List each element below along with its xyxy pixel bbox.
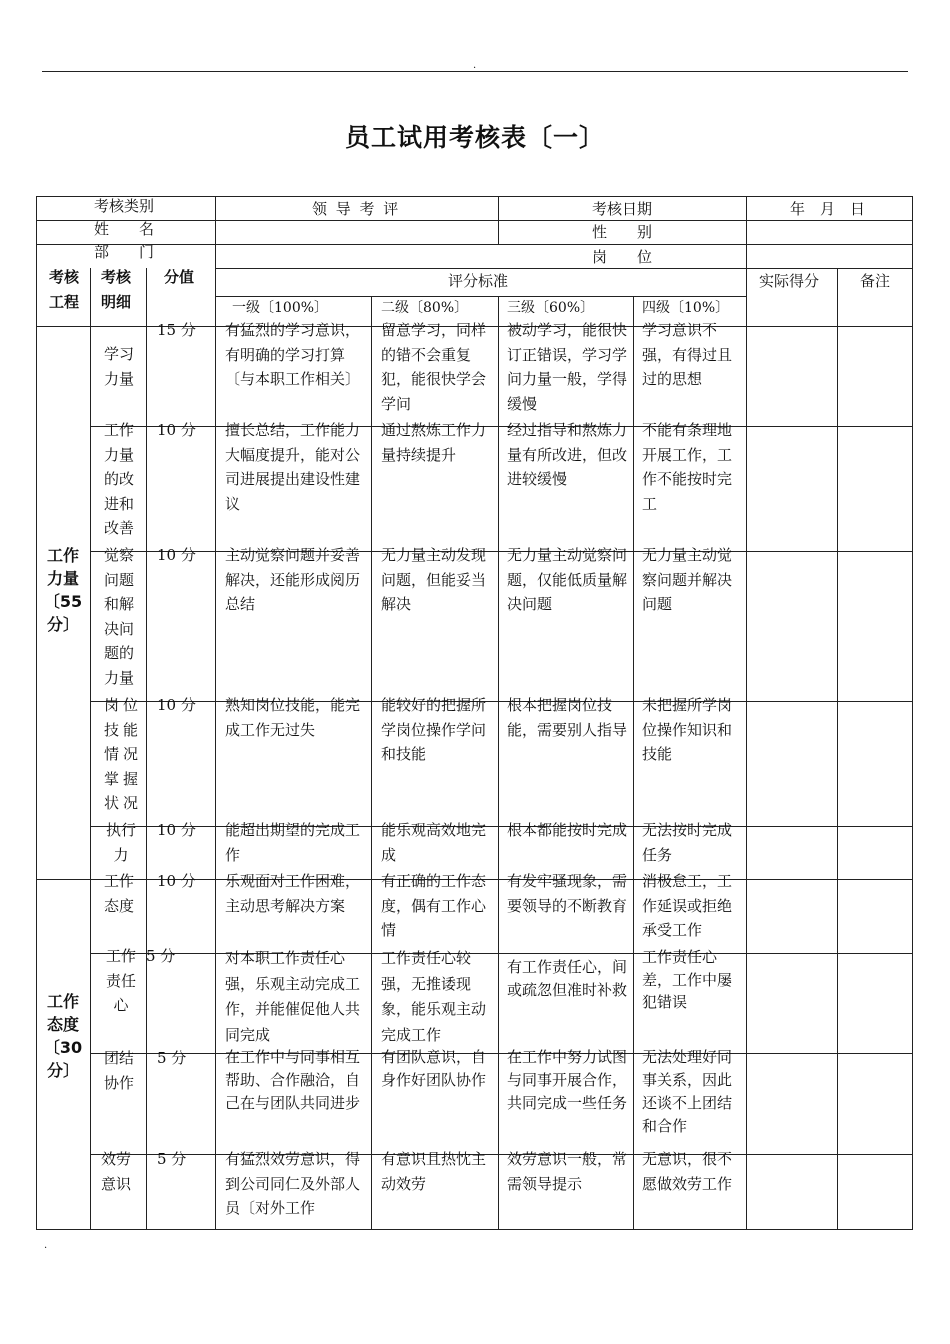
row-line [90,953,913,954]
criteria-level-3: 无力量主动觉察问题，仅能低质量解决问题 [507,546,628,613]
item-score: 15 分 [157,321,196,339]
row-line [90,701,913,702]
criteria-level-3: 在工作中努力试图与同事开展合作，共同完成一些任务 [507,1048,628,1112]
position-label: 岗 位 [592,248,653,266]
bottom-mark: . [44,1240,48,1251]
dept-label: 部 门 [94,243,155,261]
criteria-level-3: 有工作责任心，间或疏忽但准时补救 [507,958,628,999]
criteria-level-4: 无意识，很不愿做效劳工作 [642,1150,733,1193]
item-detail: 团结协作 [104,1049,135,1092]
criteria-level-4: 消极怠工，工作延误或拒绝承受工作 [642,872,733,939]
row-line [90,826,913,827]
item-score: 10 分 [157,821,196,839]
row-line [36,244,913,245]
criteria-level-4: 工作责任心差，工作中屡犯错误 [642,948,733,1011]
item-score: 10 分 [157,872,196,890]
item-score: 5 分 [157,1049,187,1067]
criteria-level-1: 有猛烈效劳意识，得到公司同仁及外部人员〔对外工作 [225,1150,361,1217]
col-line [498,196,499,244]
row-line [90,1053,913,1054]
col-line [215,196,216,1230]
criteria-level-2: 能乐观高效地完成 [381,821,487,864]
criteria-level-1: 熟知岗位技能，能完成工作无过失 [225,696,361,739]
gender-label: 性 别 [592,223,653,241]
table-border-left [36,196,37,1230]
criteria-level-2: 有正确的工作态度，偶有工作心情 [381,872,487,939]
criteria-level-4: 无力量主动觉察问题并解决问题 [642,546,733,613]
criteria-level-3: 经过指导和熬炼力量有所改进，但改进较缓慢 [507,421,628,488]
col-line [498,296,499,1230]
row-line [90,326,913,327]
row-line [36,326,90,327]
row-line [36,220,913,221]
item-score: 5 分 [157,1150,187,1168]
item-detail: 效劳意识 [101,1150,132,1193]
actual-score-header: 实际得分 [759,272,820,290]
criteria-level-4: 不能有条理地开展工作，工作不能按时完工 [642,421,733,513]
criteria-level-2: 能较好的把握所学岗位操作学问和技能 [381,696,487,763]
criteria-level-2: 有团队意识，自身作好团队协作 [381,1048,487,1089]
criteria-level-4: 无法按时完成任务 [642,821,733,864]
header-rule [42,71,908,72]
item-detail: 觉察问题和解决问题的力量 [104,546,135,687]
table-border-right [912,196,913,1230]
col-line [837,268,838,1230]
item-score: 10 分 [157,421,196,439]
page-title: 员工试用考核表〔一〕 [344,123,605,152]
col-line [90,268,91,1230]
col-project-header: 考核工程 [48,268,79,311]
item-score: 10 分 [157,546,196,564]
level-2-header: 二级〔80%〕 [381,300,469,316]
level-1-header: 一级〔100%〕 [232,300,329,316]
item-detail: 工作责任心 [105,947,136,1014]
criteria-level-1: 擅长总结，工作能力大幅度提升，能对公司进展提出建设性建议 [225,421,361,513]
table-border-top [36,196,913,197]
criteria-level-3: 被动学习，能很快订正错误，学习学问力量一般，学得缓慢 [507,321,628,413]
criteria-level-3: 根本都能按时完成 [507,821,628,839]
col-detail-header: 考核明细 [101,268,132,311]
criteria-level-2: 有意识且热忱主动效劳 [381,1150,487,1193]
category-label: 考核类别 [94,197,155,215]
level-3-header: 三级〔60%〕 [507,300,595,316]
col-line [371,296,372,1230]
criteria-level-1: 在工作中与同事相互帮助、合作融洽，自己在与团队共同进步 [225,1048,361,1112]
criteria-level-4: 无法处理好同事关系，因此还谈不上团结和合作 [642,1048,733,1135]
remark-header: 备注 [860,272,891,290]
criteria-level-4: 未把握所学岗位操作知识和技能 [642,696,733,763]
item-score: 10 分 [157,696,196,714]
item-detail: 学习力量 [104,345,135,388]
criteria-level-1: 能超出期望的完成工作 [225,821,361,864]
item-detail: 工作态度 [104,872,135,915]
criteria-level-3: 根本把握岗位技能，需要别人指导 [507,696,628,739]
criteria-level-3: 效劳意识一般，常需领导提示 [507,1150,628,1193]
top-mark: . [473,60,477,71]
criteria-level-3: 有发牢骚现象，需要领导的不断教育 [507,872,628,915]
item-detail: 工作力量的改进和改善 [104,421,135,537]
item-score: 5 分 [146,947,176,965]
date-value: 年 月 日 [790,200,866,218]
col-line [633,296,634,1230]
table-border-bottom [36,1229,913,1230]
col-line [146,268,147,1230]
section-work-ability: 工作力量〔55分〕 [43,546,83,634]
criteria-level-4: 学习意识不强，有得过且过的思想 [642,321,733,388]
col-line [746,196,747,1230]
criteria-level-2: 无力量主动发现问题，但能妥当解决 [381,546,487,613]
criteria-level-2: 留意学习，同样的错不会重复犯，能很快学会学问 [381,321,487,413]
col-score-header: 分值 [164,268,195,286]
criteria-level-1: 对本职工作责任心强，乐观主动完成工作，并能催促他人共同完成 [225,949,361,1044]
criteria-level-1: 主动觉察问题并妥善解决，还能形成阅历总结 [225,546,361,613]
criteria-level-1: 有猛烈的学习意识，有明确的学习打算〔与本职工作相关〕 [225,321,361,388]
level-4-header: 四级〔10%〕 [642,300,730,316]
row-line [90,426,913,427]
row-line [90,551,913,552]
section-work-attitude: 工作态度〔30分〕 [43,992,83,1080]
date-label: 考核日期 [592,200,653,218]
leader-review-label: 领 导 考 评 [312,200,401,218]
item-detail: 执行力 [105,821,136,864]
criteria-level-1: 乐观面对工作困难，主动思考解决方案 [225,872,361,915]
row-line [90,1154,913,1155]
name-label: 姓 名 [94,220,155,238]
criteria-level-2: 工作责任心较强，无推诿现象，能乐观主动完成工作 [381,949,487,1044]
criteria-header: 评分标准 [448,272,509,290]
item-detail: 岗位技能情况掌握状况 [104,696,138,812]
criteria-level-2: 通过熬炼工作力量持续提升 [381,421,487,464]
